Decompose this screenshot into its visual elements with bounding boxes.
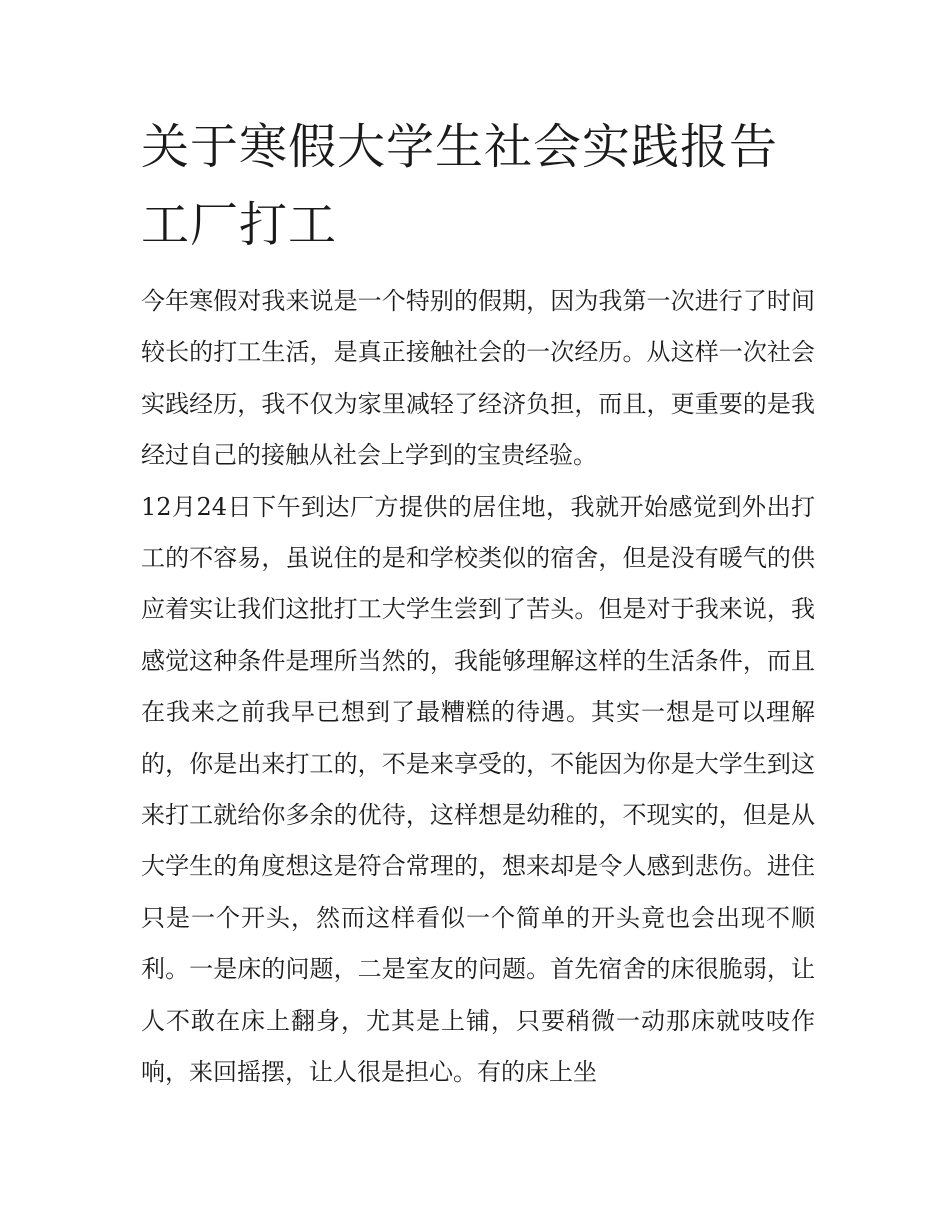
document-body	[141, 108, 815, 1099]
paragraph-arrival: 12月24日下午到达厂方提供的居住地，我就开始感觉到外出打工的不容易，虽说住的是和学校类似的宿舍，但是没有暖气的供应着实让我们这批打工大学生尝到了苦头。但是对于我来说，我感觉这种条件是理所当然的，我能够理解这样的生活条件，而且在我来之前我早已想到了最糟糕的待遇。其实一想是可以理解的，你是出来打工的，不是来享受的，不能因为你是大学生到这来打工就给你多余的优待，这样想是幼稚的，不现实的，但是从大学生的角度想这是符合常理的，想来却是令人感到悲伤。进住只是一个开头，然而这样看似一个简单的开头竟也会出现不顺利。一是床的问题，二是室友的问题。首先宿舍的床很脆弱，让人不敢在床上翻身，尤其是上铺，只要稍微一动那床就吱吱作响，来回摇摆，让人很是担心。有的床上坐	[141, 492, 815, 1087]
paragraph-intro: 今年寒假对我来说是一个特别的假期，因为我第一次进行了时间较长的打工生活，是真正接触社会的一次经历。从这样一次社会实践经历，我不仅为家里减轻了经济负担，而且，更重要的是我经过自己的接触从社会上学到的宝贵经验。	[141, 287, 815, 470]
document-title: 关于寒假大学生社会实践报告工厂打工	[141, 119, 779, 253]
